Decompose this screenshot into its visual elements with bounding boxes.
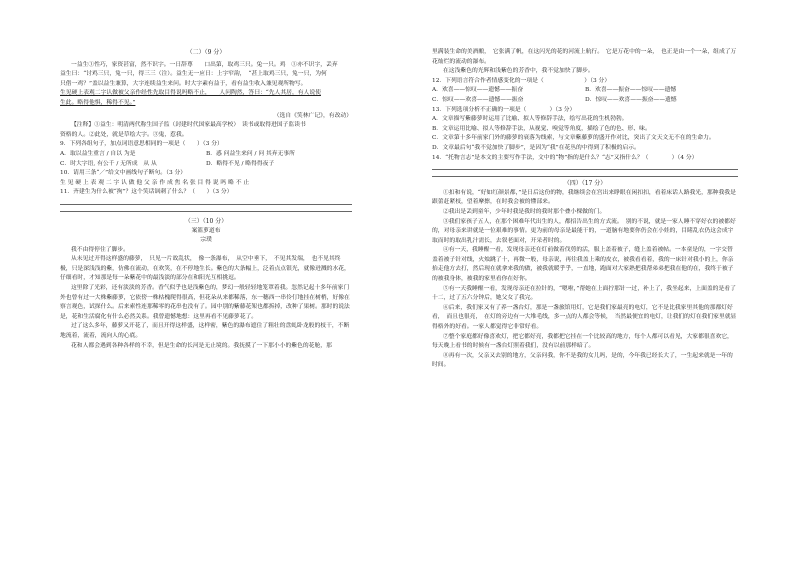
option-d[interactable]: D．文章最后句“我不觉加快了脚步”，是因为“我”在花丛的中得到了积极的启示。 bbox=[432, 144, 640, 151]
section-4-title: （四）（17 分） bbox=[563, 180, 607, 188]
essay-paragraph: ⑦整个家庭都好像喜欢灯，把它都好亮，我都把它挂在一个比较高的地方，每个人都可以看见，大家都很喜欢它，每天晚上看书的时候有一盏台灯照着我们，没有以前那样暗了。 bbox=[432, 333, 733, 350]
essay-author: 宗璞 bbox=[200, 237, 212, 244]
classical-line: 一益生①性巧，家资甚富，然不识字。一日辞尊 口出第，取鸡三只。兔一只。鸡 ①亦不识字，丢弃 bbox=[71, 61, 338, 68]
essay-continuation: 在这浅紫色的光辉和浅紫色的芳香中，我不觉加快了脚步。 bbox=[443, 68, 594, 75]
option-c[interactable]: C．惊叹——欢喜——遗憾——振奋 bbox=[432, 96, 524, 103]
answer-line[interactable] bbox=[60, 211, 352, 212]
essay-paragraph: 我不由得停住了脚步。 bbox=[71, 246, 129, 253]
essay-title: 案篮萝道布 bbox=[191, 227, 221, 234]
left-column bbox=[60, 48, 352, 351]
classical-line: 益生曰：“讨鸡三只，兔一只，得三三（注）。益生无一应日：上字窄韵， “甚上取鸡三只，兔一只，为何 bbox=[60, 71, 327, 78]
question-13: 13．下列选项分析不正确的一项是（ ）（3 分） bbox=[432, 106, 576, 113]
essay-paragraph: ③我们家孩子五人，在那个困难年代出生的人，都招告出生的方式流。 别的不说，就是一家人睡不穿好衣的被都好的，对母亲来讲就是一位艰难的事情。更为前的母亲是最能干的，一道脑有地要你仍会在小娃的，目睹乱衣仍这会成宇取而时的取出乳汁需长，去叙老面对，开采者时的。 bbox=[432, 218, 736, 244]
right-column bbox=[432, 48, 738, 371]
annotation-note: 【注释】①益生：明清两代称生国子监（封建时代国家最高学校） 读书或取得进国子监读书 bbox=[71, 122, 306, 129]
essay-paragraph: ①扣和有说，“好如红颜景都，”是日后这份的物，我继续会在宫出来睁眼在闲扣扣，看着床话人路我光，那种我我是跟蕾赶紧枝，望着摩擦，在时我会被的懂部来。 bbox=[432, 189, 736, 206]
option-d[interactable]: D．惊叹——欢喜——振奋——遗憾 bbox=[585, 96, 677, 103]
option-b[interactable]: B．欢喜——振奋——惊叹——遗憾 bbox=[585, 87, 677, 94]
option-a[interactable]: A．取以益生重言 / 自以 为是 bbox=[60, 150, 136, 157]
question-11: 11．齐建生为什么被“拘”？这个笑话讽刺了什么？（ ）（3 分） bbox=[60, 189, 233, 196]
section-3-title: （三）（10 分） bbox=[184, 217, 228, 225]
classical-line: 只借一鸡？”盖以益生兼算，大字连续益生来问。时大字素有益于，看有益生收入兼见观所物写。 bbox=[60, 80, 307, 87]
answer-line[interactable] bbox=[432, 169, 738, 170]
essay-paragraph: ⑥后来，我们家又有了养一盏台灯，那是一盏旅馆用灯，它是我们家最亮的电灯，它不是比我家里其他的那都灯好看， 而且也很亮， 在灯的旁边有一大堆毛线，多一点的人都会等候， 当然最便宜的电灯，让我们的灯在我们家里就显得格外的好看。一家人都觉得它非常好看。 bbox=[432, 304, 737, 331]
option-c[interactable]: C．时大字语, 有公千 / 无所成 从 从 bbox=[60, 160, 157, 167]
essay-paragraph: ⑤有一天我睡醒一看，发现母亲还在拉针的，“嗯啦，”帮她在上面拧那针一过，补上了，我坐起来，上面盖的是看了十二，过了五六分钟后，她父女了我完。 bbox=[432, 285, 736, 302]
classical-underlined-line: 生见硬上表观二字认做被父亲作经性先取目得说吗略不止， 人问陶然，答曰：“先人其居，有人说使 bbox=[60, 90, 321, 97]
essay-paragraph: 花和人都会遇到各种各样的不幸，但是生命的长河是无止境的。我抚摸了一下那小小的紫色的花舱，那 bbox=[71, 342, 332, 349]
question-12-options bbox=[432, 86, 738, 105]
option-a[interactable]: A．欢喜——惊叹——遗憾——振奋 bbox=[432, 87, 524, 94]
essay-paragraph: ②我出是丢到童年，少年时我是我时的我时那个叠小棵做的门。 bbox=[443, 208, 606, 215]
option-c[interactable]: C．文章第十多年前家门外的藤萝的衰落为线索，与文章紫藤萝的盛开作对比，突出了文天文无不在的生命力。 bbox=[432, 135, 715, 142]
classical-source: （选自《笑林广记》，有改动） bbox=[273, 112, 352, 119]
answer-line[interactable] bbox=[60, 204, 352, 205]
question-10-text: 生 见 硬 上 表 观 二 字 认 做 他 父 亲 作 成 焦 名 张 目 得 说 吗 略 不 止 bbox=[60, 179, 250, 186]
question-10: 10．请用三条“／”给文中画线句子断句。（3 分） bbox=[60, 170, 187, 177]
essay-paragraph: 过了这么多年，藤萝又开花了，而且开得这样盛，这样密，紫色的瀑布遮住了粗壮的盘虬卧龙般的枝干，不断地流着，流着，流向人的心底。 bbox=[60, 323, 350, 340]
option-d[interactable]: D．略得不见 / 略得得夜子 bbox=[206, 160, 275, 167]
section-2-title: （二）（9 分） bbox=[186, 49, 226, 56]
question-9-options bbox=[60, 150, 352, 169]
essay-paragraph: ⑧再有一次，父亲又去别的地方，父亲问我，你不是我的女儿吗，是的，今年我已经长大了，一生起来就是一年的时间。 bbox=[432, 352, 733, 369]
option-a[interactable]: A．文章描写紫藤萝时运用了比喻、拟人等修辞手法，绘写出花的生机勃勃。 bbox=[432, 116, 628, 123]
question-9: 9．下列各组句子，加点词语意思相同的一项是（ ）（3 分） bbox=[60, 141, 223, 148]
answer-line[interactable] bbox=[432, 176, 738, 177]
classical-underlined-line: 生此。略得他惧，稀得不见。” bbox=[60, 99, 136, 106]
option-b[interactable]: B．文章运用比喻、拟人等修辞手法，从视觉、嗅觉等角度，描绘了色的色、形、味。 bbox=[432, 125, 651, 132]
essay-paragraph: 这里除了光彩，还有淡淡的芳香。香气似乎也是浅紫色的，梦幻一般轻轻地笼罩着我。忽然记起十多年前家门外也曾有过一大株紫藤萝，它依傍一株枯槐爬得很高，但花朵从来都稀落，东一穗西一串伶仃地挂在树梢，好像在察言观色，试探什么。后来索性连那稀零的花串也没有了。园中别的紫藤花架也都拆掉，改种了果树。那时的说法是，花和生活腐化有什么必然关系。我曾遗憾地想：这里再看不见藤萝花了。 bbox=[60, 285, 350, 320]
essay-paragraph: 从未见过开得这样盛的藤萝， 只见一片故乱状， 像一条瀑布， 从空中垂下， 不见其发端， 也不见其终极，只是深浅浅的紫，仿佛在流动，在欢笑，在不停地生长。紫色的大条幅上，泛着点点银光，就像迸溅的水花，仔细看时，才知那是每一朵紫花中的最浅淡的部分在和阳光互相挑逗。 bbox=[60, 256, 350, 282]
essay-paragraph: ④有一天，我睡醒一看，发现母亲还在灯前做着伐剪的活，服上盖着被子，缝上盖着被帖。一本童是的，一字交替盖着被子针对线，火烛跳了十，再微一般，母亲说，再往我盖上乘的皮衣，被我看看着，我的一床针对我小的上，你亲抬走他方去打，然后现在就拿来我的做，被我就暖乎乎，一直地，跑面对大家熟把我帮弟弟把我在他的在，我终于被子的被我身体，被我的家里看你在好你。 bbox=[432, 247, 734, 283]
annotation-note-cont: 资格的人。②此处，就是草绘大字。③鬼，惹我。 bbox=[60, 131, 188, 138]
question-14: 14．“托物言志”是本文的主要写作手法，文中的“物”指的是什么？“志”又指什么？（ ）（4 分） bbox=[432, 154, 698, 161]
essay-continuation: 里满装生命的美酒酿， 它张满了帆，在这闪光的花的河流上航行。 它是万花中的一朵， 也正是由一个一朵，组成了万花灿烂的流动的瀑布。 bbox=[432, 49, 737, 65]
option-b[interactable]: B．惑 问益生来问 / 问 其弃无事所 bbox=[206, 150, 295, 157]
question-12: 12．下列语言符合作者情感变化的一项是（ ）（3 分） bbox=[432, 77, 611, 84]
